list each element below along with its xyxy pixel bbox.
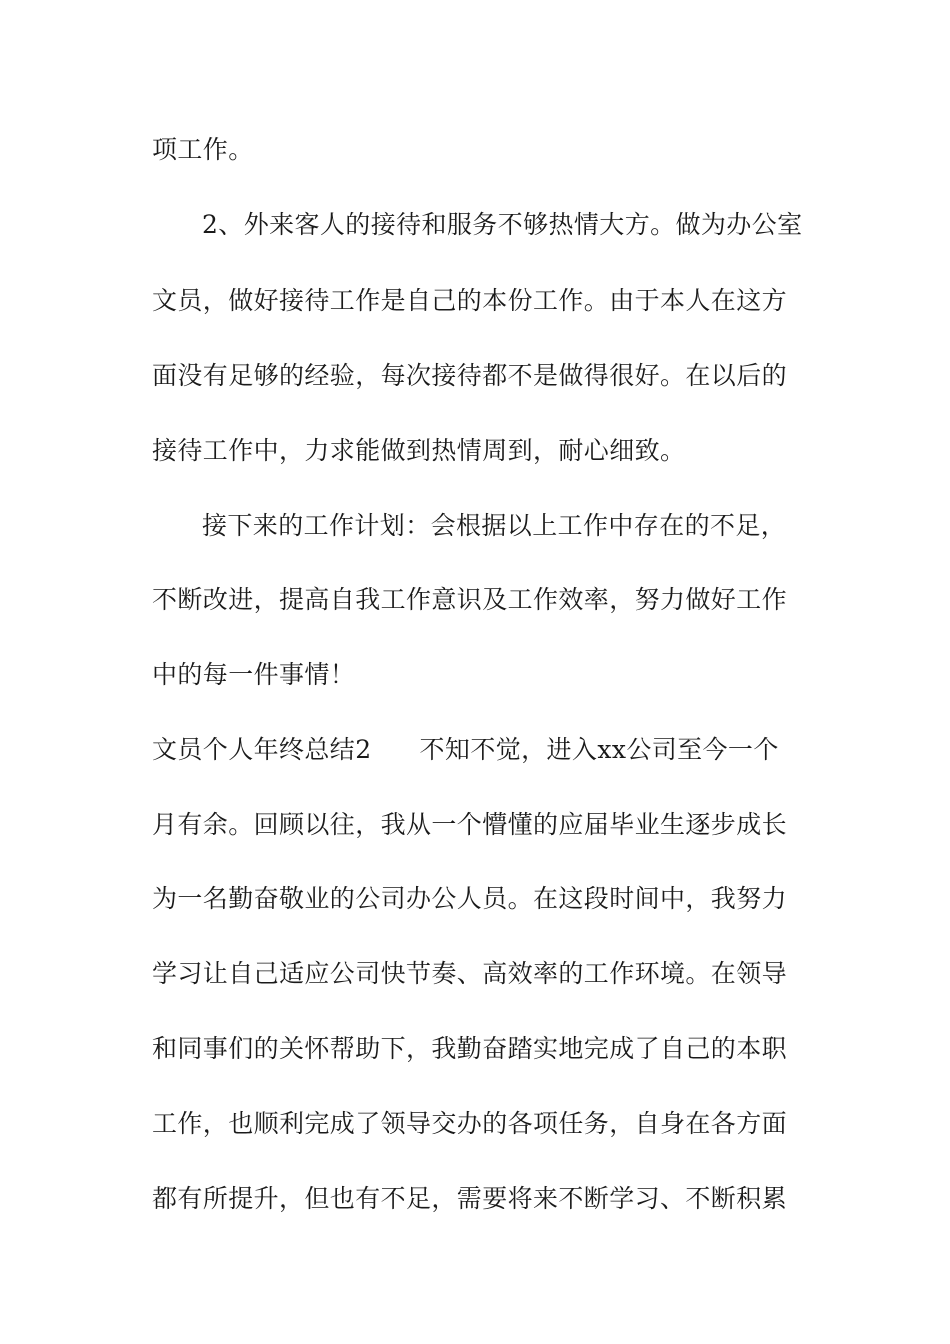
text-line: 不断改进，提高自我工作意识及工作效率，努力做好工作 (152, 585, 788, 614)
text-line: 为一名勤奋敬业的公司办公人员。在这段时间中，我努力 (152, 884, 788, 913)
text-line: 接待工作中，力求能做到热情周到，耐心细致。 (152, 436, 686, 465)
section-first-text: 不知不觉，进入xx公司至今一个 (419, 735, 779, 764)
text-line: 文员，做好接待工作是自己的本份工作。由于本人在这方 (152, 286, 788, 315)
text-line: 面没有足够的经验，每次接待都不是做得很好。在以后的 (152, 361, 788, 390)
text-line: 项工作。 (152, 135, 254, 164)
text-line: 学习让自己适应公司快节奏、高效率的工作环境。在领导 (152, 959, 788, 988)
text-line: 都有所提升，但也有不足，需要将来不断学习、不断积累 (152, 1184, 788, 1213)
text-line: 接下来的工作计划：会根据以上工作中存在的不足， (202, 511, 787, 540)
text-line: 工作，也顺利完成了领导交办的各项任务，自身在各方面 (152, 1109, 788, 1138)
text-line: 中的每一件事情！ (152, 660, 356, 689)
text-line: 月有余。回顾以往，我从一个懵懂的应届毕业生逐步成长 (152, 810, 788, 839)
text-line: 和同事们的关怀帮助下，我勤奋踏实地完成了自己的本职 (152, 1034, 788, 1063)
section-heading-line (152, 735, 779, 765)
text-line: 2、外来客人的接待和服务不够热情大方。做为办公室 (202, 210, 803, 239)
section-title: 文员个人年终总结2 (152, 735, 372, 764)
